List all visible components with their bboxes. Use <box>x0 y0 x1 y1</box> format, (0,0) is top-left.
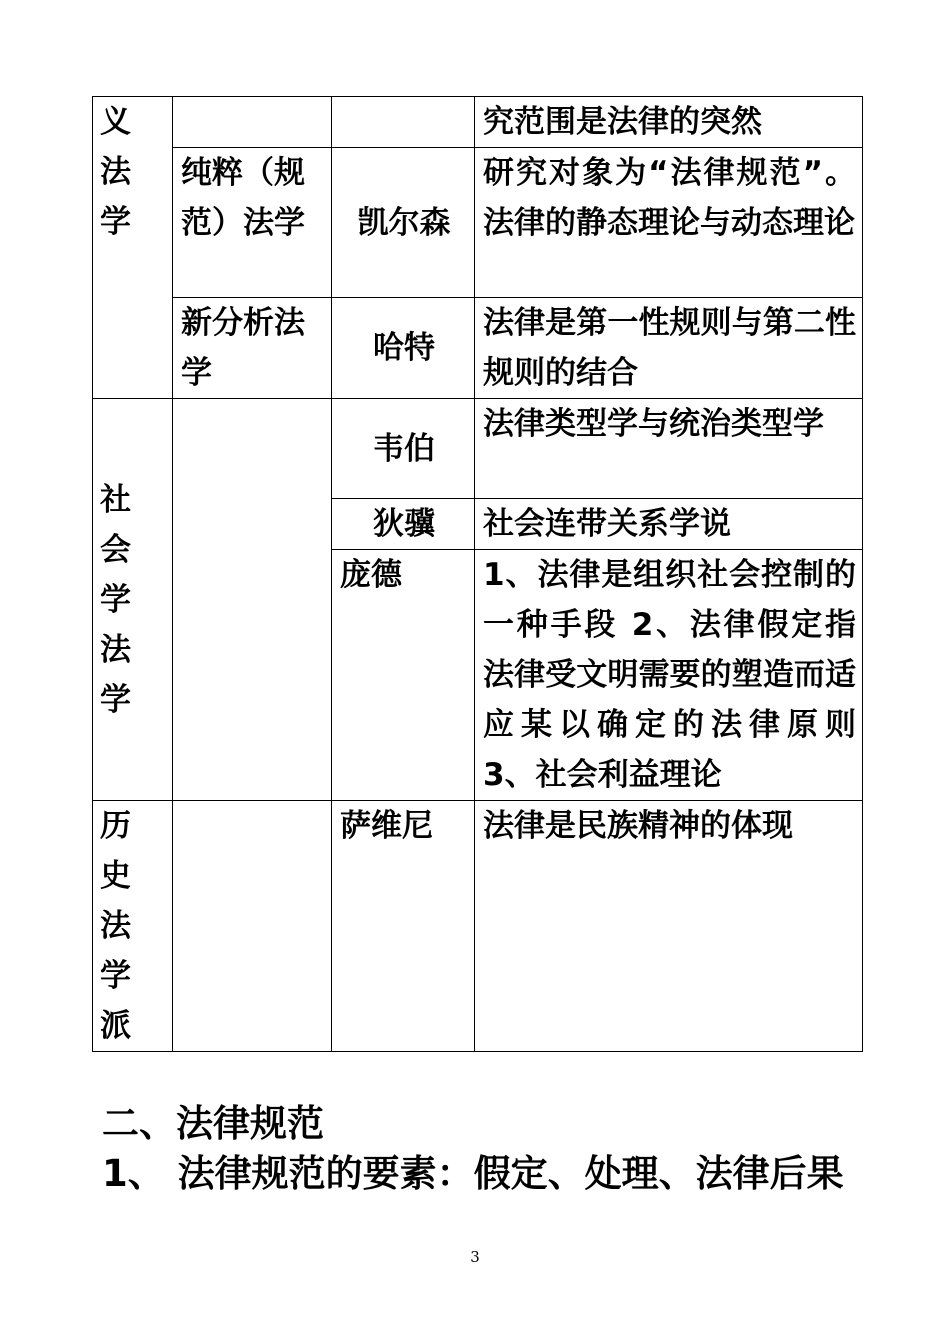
description-cell: 法律是民族精神的体现 <box>475 801 863 1052</box>
description-cell: 法律是第一性规则与第二性规则的结合 <box>475 298 863 399</box>
scholar-cell: 凯尔森 <box>332 148 475 298</box>
scholar-cell: 韦伯 <box>332 399 475 499</box>
description-cell: 究范围是法律的突然 <box>475 97 863 148</box>
branch-cell <box>173 399 332 801</box>
branch-cell <box>173 97 332 148</box>
table-row <box>93 801 863 1052</box>
description-cell: 1、法律是组织社会控制的一种手段 2、法律假定指法律受文明需要的塑造而适应某以确定的法律原则 3、社会利益理论 <box>475 550 863 801</box>
section-heading: 二、法律规范 <box>102 1102 324 1145</box>
school-cell: 历 史 法 学 派 <box>93 801 173 1052</box>
scholar-cell: 哈特 <box>332 298 475 399</box>
table-row <box>93 298 863 399</box>
branch-cell: 新分析法学 <box>173 298 332 399</box>
table-row <box>93 97 863 148</box>
scholar-cell: 庞德 <box>332 550 475 801</box>
table-row <box>93 148 863 298</box>
description-cell: 社会连带关系学说 <box>475 499 863 550</box>
branch-cell <box>173 801 332 1052</box>
description-cell: 研究对象为“法律规范”。法律的静态理论与动态理论 <box>475 148 863 298</box>
legal-schools-table <box>92 96 863 1052</box>
scholar-cell: 狄骥 <box>332 499 475 550</box>
branch-cell: 纯粹（规范）法学 <box>173 148 332 298</box>
page-number: 3 <box>470 1248 480 1266</box>
table-row <box>93 399 863 499</box>
scholar-cell <box>332 97 475 148</box>
description-cell: 法律类型学与统治类型学 <box>475 399 863 499</box>
school-cell: 义 法 学 <box>93 97 173 399</box>
section-item: 1、 法律规范的要素：假定、处理、法律后果 <box>102 1152 844 1195</box>
school-cell: 社 会 学 法 学 <box>93 399 173 801</box>
scholar-cell: 萨维尼 <box>332 801 475 1052</box>
